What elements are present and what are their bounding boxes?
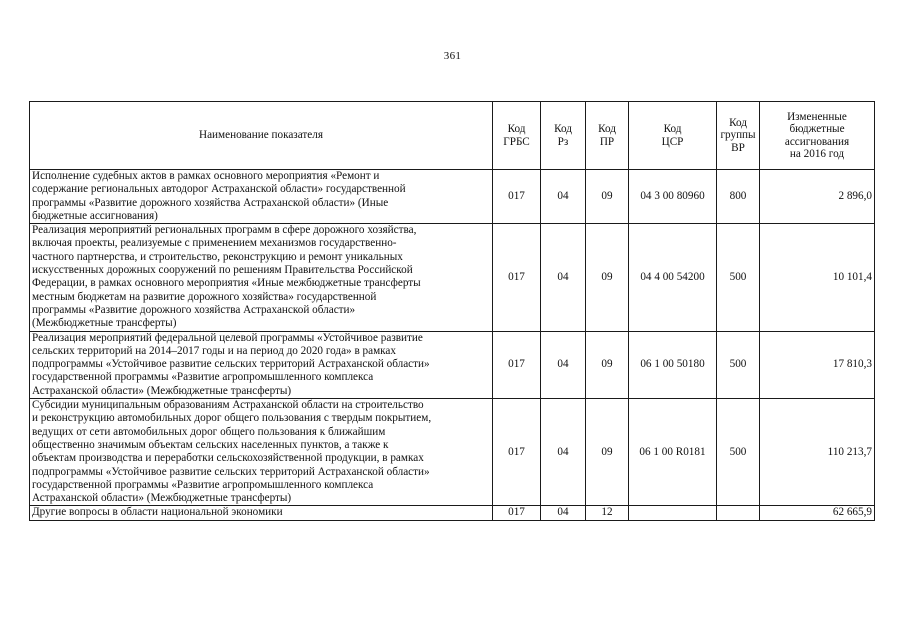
cell-grbs: 017	[493, 399, 541, 506]
cell-pr: 12	[586, 506, 629, 520]
cell-pr: 09	[586, 331, 629, 398]
cell-amount: 110 213,7	[760, 399, 875, 506]
cell-grbs: 017	[493, 170, 541, 224]
header-vr: Код группы ВР	[717, 102, 760, 170]
cell-vr: 800	[717, 170, 760, 224]
table-row	[30, 399, 875, 506]
row-name: Исполнение судебных актов в рамках основного мероприятия «Ремонт и содержание региональных автодорог Астраханской области» государственной программы «Развитие дорожного хозяйства Астраханской области» (Иные бюджетные ассигнования)	[30, 170, 493, 224]
cell-amount: 17 810,3	[760, 331, 875, 398]
cell-csr: 06 1 00 R0181	[629, 399, 717, 506]
cell-csr	[629, 506, 717, 520]
cell-grbs: 017	[493, 224, 541, 331]
row-name: Реализация мероприятий региональных программ в сфере дорожного хозяйства, включая проекты, реализуемые с применением механизмов государственно- частного партнерства, и строительство, реконструкцию и ремонт уникальных искусственных дорожных сооружений по решениям Правительства Российской Федерации, в рамках основного мероприятия «Иные межбюджетные трансферты местным бюджетам на развитие дорожного хозяйства» государственной программы «Развитие дорожного хозяйства Астраханской области» (Межбюджетные трансферты)	[30, 224, 493, 331]
table-header	[30, 102, 875, 170]
cell-pr: 09	[586, 224, 629, 331]
cell-amount: 2 896,0	[760, 170, 875, 224]
cell-rz: 04	[541, 331, 586, 398]
table-row	[30, 170, 875, 224]
header-rz: Код Рз	[541, 102, 586, 170]
row-name: Реализация мероприятий федеральной целевой программы «Устойчивое развитие сельских территорий на 2014–2017 годы и на период до 2020 года» в рамках подпрограммы «Устойчивое развитие сельских территорий Астраханской области» государственной программы «Развитие агропромышленного комплекса Астраханской области» (Межбюджетные трансферты)	[30, 331, 493, 398]
cell-grbs: 017	[493, 331, 541, 398]
cell-rz: 04	[541, 170, 586, 224]
budget-table	[29, 101, 875, 521]
cell-amount: 10 101,4	[760, 224, 875, 331]
table-row	[30, 506, 875, 520]
cell-csr: 04 3 00 80960	[629, 170, 717, 224]
cell-csr: 06 1 00 50180	[629, 331, 717, 398]
table-row	[30, 331, 875, 398]
page-number: 361	[443, 50, 462, 62]
table-row	[30, 224, 875, 331]
header-amount: Измененные бюджетные ассигнования на 2016 год	[760, 102, 875, 170]
row-name: Другие вопросы в области национальной экономики	[30, 506, 493, 520]
cell-vr: 500	[717, 224, 760, 331]
cell-rz: 04	[541, 399, 586, 506]
cell-rz: 04	[541, 506, 586, 520]
header-grbs: Код ГРБС	[493, 102, 541, 170]
header-name: Наименование показателя	[30, 102, 493, 170]
cell-vr: 500	[717, 399, 760, 506]
header-pr: Код ПР	[586, 102, 629, 170]
cell-csr: 04 4 00 54200	[629, 224, 717, 331]
row-name: Субсидии муниципальным образованиям Астраханской области на строительство и реконструкцию автомобильных дорог общего пользования с твердым покрытием, ведущих от сети автомобильных дорог общего пользования к ближайшим общественно значимым объектам сельских населенных пунктов, а также к объектам производства и переработки сельскохозяйственной продукции, в рамках подпрограммы «Устойчивое развитие сельских территорий Астраханской области» государственной программы «Развитие агропромышленного комплекса Астраханской области» (Межбюджетные трансферты)	[30, 399, 493, 506]
cell-amount: 62 665,9	[760, 506, 875, 520]
cell-grbs: 017	[493, 506, 541, 520]
cell-rz: 04	[541, 224, 586, 331]
cell-pr: 09	[586, 399, 629, 506]
header-csr: Код ЦСР	[629, 102, 717, 170]
cell-pr: 09	[586, 170, 629, 224]
cell-vr	[717, 506, 760, 520]
cell-vr: 500	[717, 331, 760, 398]
